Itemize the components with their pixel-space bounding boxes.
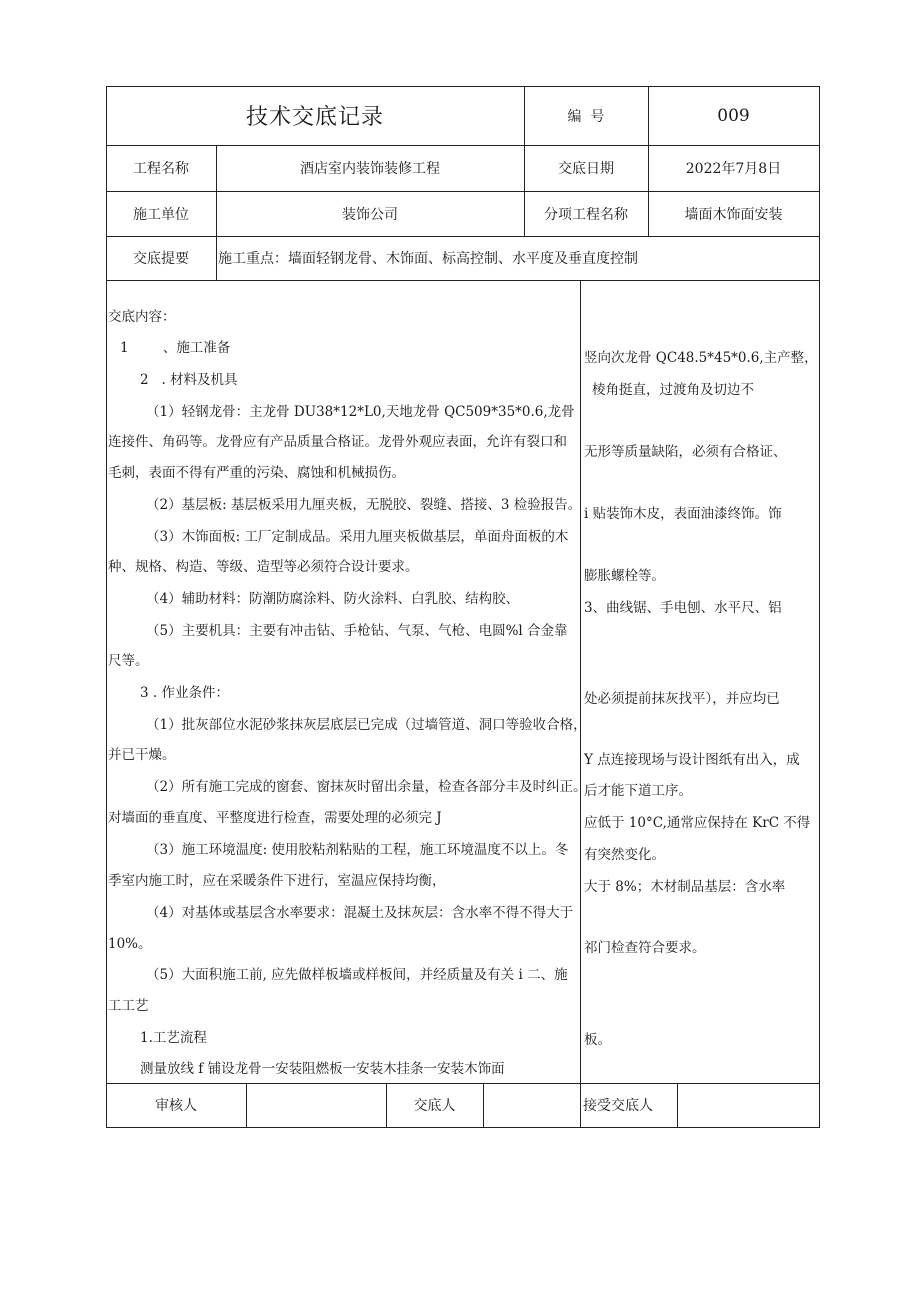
content-line: 后才能下道工序。: [584, 783, 692, 799]
content-line: （1）轻钢龙骨：主龙骨 DU38*12*L0,天地龙骨 QC509*35*0.6,龙骨: [146, 404, 575, 420]
content-line: 无形等质量缺陷，必须有合格证、: [584, 444, 787, 460]
receiver-signature[interactable]: [677, 1083, 819, 1127]
rule-content-divider: [580, 280, 581, 1128]
content-line: 交底内容：: [108, 309, 176, 325]
rule-row4: [106, 280, 820, 281]
content-line: 种、规格、构造、等级、造型等必须符合设计要求。: [108, 559, 419, 575]
content-line: 竖向次龙骨 QC48.5*45*0.6,主产整，: [584, 350, 818, 366]
content-line: 对墙面的垂直度、平整度进行检查，需要处理的必须完 J: [108, 810, 442, 826]
content-line: 1 、施工准备: [120, 340, 231, 356]
content-line: （3）木饰面板: 工厂定制成品。采用九厘夹板做基层，单面舟面板的木: [146, 529, 569, 545]
content-line: （4）辅助材料：防潮防腐涂料、防火涂料、白乳胶、结构胶、: [146, 591, 520, 607]
content-line: 3 . 作业条件：: [140, 685, 229, 701]
discloser-signature[interactable]: [483, 1083, 580, 1127]
content-line: （4）对基体或基层含水率要求：混凝土及抹灰层：含水率不得不得大于: [146, 905, 574, 921]
project-name-label: 工程名称: [133, 161, 189, 177]
document-title: 技术交底记录: [245, 105, 384, 130]
unit-label: 施工单位: [133, 206, 189, 223]
content-line: Y 点连接现场与设计图纸有出入，成: [584, 752, 800, 768]
content-line: 处必须提前抹灰找平），并应均已: [584, 691, 780, 707]
content-line: 测量放线 f 铺设龙骨一安装阻燃板一安装木挂条一安装木饰面: [140, 1061, 505, 1077]
content-line: 3、曲线锯、手电刨、水平尺、铝: [584, 600, 782, 616]
content-line: （2）基层板: 基层板采用九厘夹板，无脱胶、裂缝、搭接、3 检验报告。: [146, 497, 582, 513]
content-line: （5）大面积施工前, 应先做样板墙或样板间，并经质量及有关 i 二、施: [146, 967, 568, 983]
receiver-label: 接受交底人: [583, 1098, 653, 1114]
date-label: 交底日期: [558, 161, 614, 177]
number-value: 009: [717, 105, 750, 126]
content-line: 1.工艺流程: [140, 1030, 207, 1046]
content-line: （3）施工环境温度: 使用胶粘剂粘贴的工程，施工环境温度不以上。冬: [146, 842, 569, 858]
rule-bottom: [106, 1127, 820, 1128]
content-line: 连接件、角码等。龙骨应有产品质量合格证。龙骨外观应表面，允许有裂口和: [108, 434, 567, 450]
content-line: 季室内施工时，应在采暖条件下进行，室温应保持均衡，: [108, 873, 446, 889]
reviewer-signature[interactable]: [246, 1083, 386, 1127]
content-line: i 贴装饰木皮，表面油漆终饰。饰: [584, 506, 782, 522]
summary-label: 交底提要: [133, 251, 189, 267]
content-line: 工工艺: [108, 998, 149, 1014]
subproject-value: 墙面木饰面安装: [684, 206, 783, 223]
content-line: 有突然变化。: [584, 847, 665, 863]
unit-value: 装饰公司: [342, 206, 398, 223]
content-line: 并已干燥。: [108, 747, 176, 763]
date-value: 2022年7月8日: [685, 161, 782, 177]
content-line: 板。: [584, 1032, 611, 1048]
discloser-label: 交底人: [413, 1098, 456, 1114]
content-line: 应低于 10°C,通常应保持在 KrC 不得: [584, 815, 811, 831]
content-line: （5）主要机具：主要有冲击钻、手枪钻、气泵、气枪、电圆%l 合金靠: [146, 623, 568, 639]
content-line: 大于 8%；木材制品基层：含水率: [584, 879, 786, 895]
number-label: 编 号: [567, 108, 605, 125]
summary-value: 施工重点：墙面轻钢龙骨、木饰面、标高控制、水平度及垂直度控制: [218, 251, 638, 267]
content-line: （1）批灰部位水泥砂浆抹灰层底层已完成（过墙管道、洞口等验收合格，: [146, 717, 587, 733]
content-line: 祁门检查符合要求。: [584, 940, 706, 956]
reviewer-label: 审核人: [155, 1098, 197, 1114]
rule-right: [819, 86, 820, 1128]
content-line: 棱角挺直，过渡角及切边不: [592, 382, 754, 398]
project-name-value: 酒店室内装饰装修工程: [300, 161, 440, 177]
content-line: （2）所有施工完成的窗套、窗抹灰时留出余量，检查各部分丰及时纠正。: [146, 779, 587, 795]
subproject-label: 分项工程名称: [544, 206, 628, 223]
content-line: 10%。: [108, 936, 152, 952]
content-line: 2 . 材料及机具: [140, 372, 238, 388]
content-line: 膨胀螺栓等。: [584, 568, 665, 584]
content-line: 毛刺，表面不得有严重的污染、腐蚀和机械损伤。: [108, 465, 405, 481]
content-line: 尺等。: [108, 653, 149, 669]
